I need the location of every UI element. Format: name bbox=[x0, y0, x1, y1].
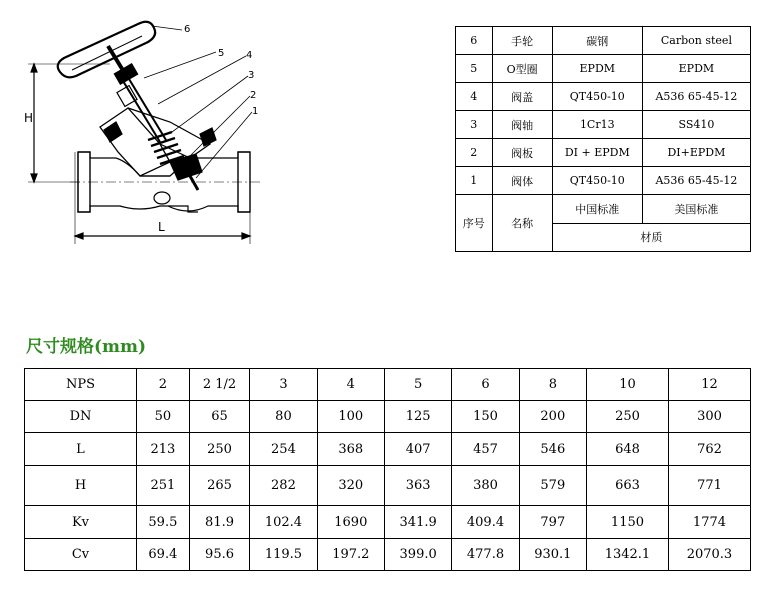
part-name: 阀轴 bbox=[492, 111, 552, 139]
table-cell: 95.6 bbox=[189, 539, 250, 571]
table-cell: 250 bbox=[587, 401, 669, 433]
callout-6: 6 bbox=[184, 24, 191, 35]
us-material: A536 65-45-12 bbox=[642, 167, 750, 195]
table-cell: 399.0 bbox=[384, 539, 451, 571]
table-cell: 407 bbox=[384, 433, 451, 466]
part-number: 4 bbox=[456, 83, 493, 111]
table-cell: 380 bbox=[452, 466, 519, 506]
table-cell: 265 bbox=[189, 466, 250, 506]
table-cell: 1774 bbox=[668, 506, 750, 539]
row-label: Kv bbox=[25, 506, 137, 539]
header-us-standard: 美国标准 bbox=[642, 195, 750, 224]
table-cell: 200 bbox=[519, 401, 586, 433]
cn-material: DI + EPDM bbox=[552, 139, 642, 167]
table-cell: 797 bbox=[519, 506, 586, 539]
table-row bbox=[456, 27, 751, 55]
table-cell: 2070.3 bbox=[668, 539, 750, 571]
table-cell: 12 bbox=[668, 369, 750, 401]
table-cell: 150 bbox=[452, 401, 519, 433]
table-cell: 69.4 bbox=[137, 539, 190, 571]
part-number: 2 bbox=[456, 139, 493, 167]
table-cell: 477.8 bbox=[452, 539, 519, 571]
cn-material: QT450-10 bbox=[552, 167, 642, 195]
us-material: Carbon steel bbox=[642, 27, 750, 55]
part-name: 阀板 bbox=[492, 139, 552, 167]
spec-section-title: 尺寸规格(mm) bbox=[26, 337, 147, 357]
dimension-spec-table bbox=[24, 368, 751, 571]
table-cell: 100 bbox=[317, 401, 384, 433]
table-row bbox=[25, 369, 751, 401]
us-material: SS410 bbox=[642, 111, 750, 139]
table-cell: 102.4 bbox=[250, 506, 317, 539]
table-row bbox=[25, 539, 751, 571]
table-cell: 546 bbox=[519, 433, 586, 466]
valve-drawing bbox=[20, 12, 280, 252]
table-cell: 2 1/2 bbox=[189, 369, 250, 401]
table-cell: 457 bbox=[452, 433, 519, 466]
header-material: 材质 bbox=[552, 223, 750, 252]
row-label: Cv bbox=[25, 539, 137, 571]
table-cell: 80 bbox=[250, 401, 317, 433]
part-name: 手轮 bbox=[492, 27, 552, 55]
table-cell: 363 bbox=[384, 466, 451, 506]
table-cell: 197.2 bbox=[317, 539, 384, 571]
table-row bbox=[456, 111, 751, 139]
table-cell: 579 bbox=[519, 466, 586, 506]
table-cell: 213 bbox=[137, 433, 190, 466]
part-number: 1 bbox=[456, 167, 493, 195]
table-row bbox=[456, 83, 751, 111]
cn-material: EPDM bbox=[552, 55, 642, 83]
table-row bbox=[456, 167, 751, 195]
row-label: DN bbox=[25, 401, 137, 433]
table-cell: 119.5 bbox=[250, 539, 317, 571]
callout-2: 2 bbox=[250, 90, 257, 101]
part-number: 3 bbox=[456, 111, 493, 139]
table-row bbox=[456, 55, 751, 83]
table-cell: 762 bbox=[668, 433, 750, 466]
table-cell: 250 bbox=[189, 433, 250, 466]
table-cell: 320 bbox=[317, 466, 384, 506]
us-material: EPDM bbox=[642, 55, 750, 83]
table-row bbox=[25, 466, 751, 506]
table-cell: 10 bbox=[587, 369, 669, 401]
l-dimension-label: L bbox=[158, 220, 165, 234]
table-cell: 663 bbox=[587, 466, 669, 506]
materials-table bbox=[455, 26, 751, 252]
table-cell: 50 bbox=[137, 401, 190, 433]
table-row bbox=[456, 139, 751, 167]
callout-5: 5 bbox=[218, 48, 225, 59]
callout-1: 1 bbox=[252, 106, 259, 117]
table-cell: 4 bbox=[317, 369, 384, 401]
table-cell: 5 bbox=[384, 369, 451, 401]
table-cell: 771 bbox=[668, 466, 750, 506]
header-number: 序号 bbox=[456, 195, 493, 252]
h-dimension-label: H bbox=[24, 111, 34, 125]
table-cell: 8 bbox=[519, 369, 586, 401]
table-cell: 648 bbox=[587, 433, 669, 466]
table-cell: 59.5 bbox=[137, 506, 190, 539]
row-label: L bbox=[25, 433, 137, 466]
table-cell: 341.9 bbox=[384, 506, 451, 539]
row-label: H bbox=[25, 466, 137, 506]
table-cell: 6 bbox=[452, 369, 519, 401]
row-label: NPS bbox=[25, 369, 137, 401]
table-cell: 930.1 bbox=[519, 539, 586, 571]
cn-material: 1Cr13 bbox=[552, 111, 642, 139]
header-name: 名称 bbox=[492, 195, 552, 252]
header-cn-standard: 中国标准 bbox=[552, 195, 642, 224]
table-cell: 1342.1 bbox=[587, 539, 669, 571]
table-cell: 3 bbox=[250, 369, 317, 401]
callout-4: 4 bbox=[246, 50, 253, 61]
part-name: 阀体 bbox=[492, 167, 552, 195]
table-cell: 1690 bbox=[317, 506, 384, 539]
part-number: 5 bbox=[456, 55, 493, 83]
part-number: 6 bbox=[456, 27, 493, 55]
us-material: DI+EPDM bbox=[642, 139, 750, 167]
callout-3: 3 bbox=[248, 70, 255, 81]
table-cell: 1150 bbox=[587, 506, 669, 539]
table-row bbox=[25, 506, 751, 539]
table-row bbox=[25, 433, 751, 466]
cn-material: QT450-10 bbox=[552, 83, 642, 111]
table-header-row bbox=[456, 195, 751, 224]
handwheel bbox=[58, 22, 155, 78]
cn-material: 碳钢 bbox=[552, 27, 642, 55]
table-cell: 282 bbox=[250, 466, 317, 506]
table-cell: 2 bbox=[137, 369, 190, 401]
part-name: 阀盖 bbox=[492, 83, 552, 111]
table-cell: 300 bbox=[668, 401, 750, 433]
table-cell: 125 bbox=[384, 401, 451, 433]
table-cell: 368 bbox=[317, 433, 384, 466]
table-cell: 81.9 bbox=[189, 506, 250, 539]
part-name: O型圈 bbox=[492, 55, 552, 83]
table-cell: 65 bbox=[189, 401, 250, 433]
table-cell: 254 bbox=[250, 433, 317, 466]
table-row bbox=[25, 401, 751, 433]
table-cell: 409.4 bbox=[452, 506, 519, 539]
table-cell: 251 bbox=[137, 466, 190, 506]
us-material: A536 65-45-12 bbox=[642, 83, 750, 111]
